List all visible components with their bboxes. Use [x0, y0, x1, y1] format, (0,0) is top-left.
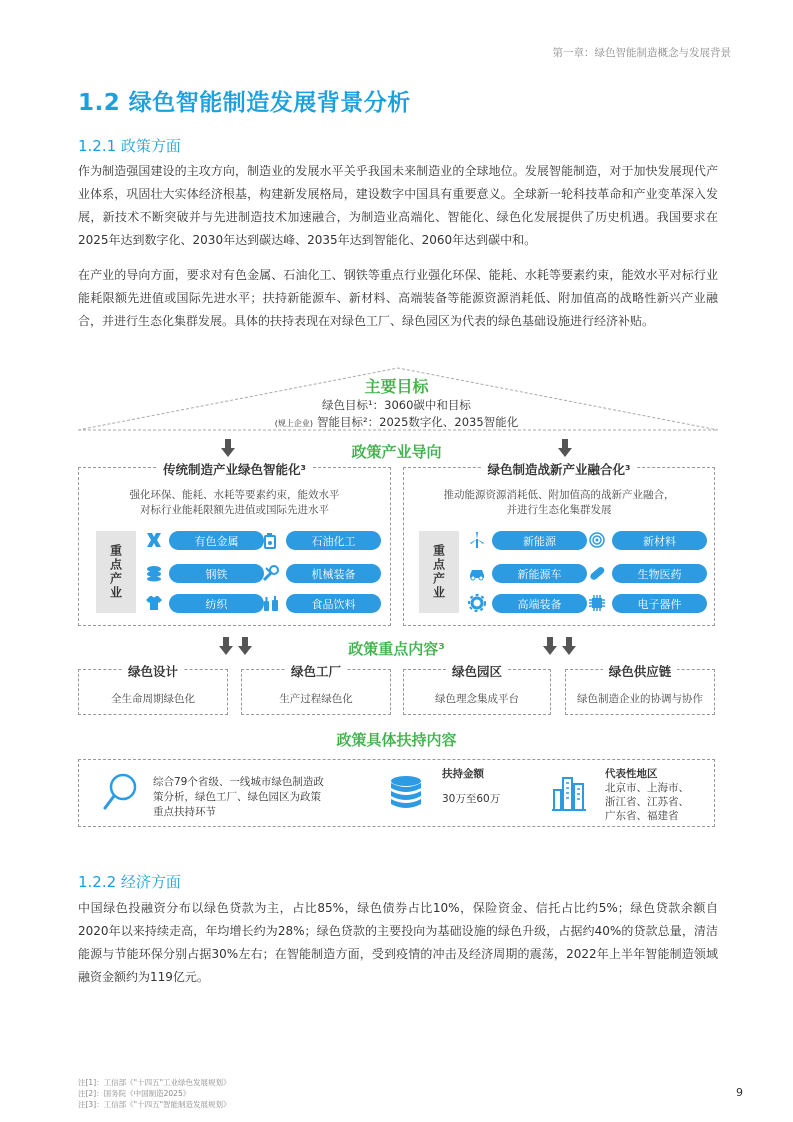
key-industry-label: 重点产业	[419, 531, 459, 613]
industry-pill: 钢铁	[169, 564, 264, 583]
page-number: 9	[736, 1086, 743, 1099]
support-box	[78, 759, 715, 827]
amount-label: 扶持金额	[442, 768, 484, 780]
material-icon	[588, 531, 606, 549]
search-icon	[103, 772, 139, 812]
key-industry-label: 重点产业	[96, 531, 136, 613]
industry-pill: 高端装备	[492, 594, 587, 613]
petrochem-icon	[262, 531, 280, 549]
emerging-industry-title: 绿色制造战新产业融合化³	[404, 460, 714, 478]
footnote: 注[1]：工信部《"十四五"工业绿色发展规划》	[78, 1078, 231, 1087]
coins-icon	[388, 774, 424, 812]
beverage-icon	[262, 594, 280, 612]
focus-card: 绿色园区 绿色理念集成平台	[403, 669, 551, 715]
textile-icon	[145, 594, 163, 612]
metal-icon	[145, 531, 163, 549]
smart-goal: 智能目标²：2025数字化、2035智能化	[317, 415, 519, 429]
industry-pill: 电子器件	[612, 594, 707, 613]
policy-paragraph-1: 作为制造强国建设的主攻方向，制造业的发展水平关乎我国未来制造业的全球地位。发展智能制造，对于加快发展现代产业体系，巩固壮大实体经济根基，构建新发展格局，建设数字中国具有重要意义。全球新一轮科技革命和产业变革深入发展，新技术不断突破并与先进制造技术加速融合，为制造业高端化、智能化、绿色化发展提供了历史机遇。我国要求在2025年达到数字化、2030年达到碳达峰、2035年达到智能化、2060年达到碳中和。	[78, 164, 718, 247]
industry-pill: 有色金属	[169, 531, 264, 550]
wind-turbine-icon	[468, 531, 486, 549]
main-goal-title: 主要目标	[364, 377, 429, 396]
city-buildings-icon	[552, 774, 586, 812]
industry-pill: 新材料	[612, 531, 707, 550]
traditional-industry-box	[78, 462, 391, 626]
footnote: 注[2]：国务院《中国制造2025》	[78, 1089, 191, 1098]
industry-pill: 新能源车	[492, 564, 587, 583]
emerging-industry-desc-1: 推动能源资源消耗低、附加值高的战新产业融合，	[443, 489, 675, 501]
focus-card: 绿色工厂 生产过程绿色化	[241, 669, 391, 715]
emerging-industry-box	[403, 462, 715, 626]
chip-icon	[588, 594, 606, 612]
focus-card: 绿色供应链 绿色制造企业的协调与协作	[565, 669, 715, 715]
industry-pill: 新能源	[492, 531, 587, 550]
car-icon	[468, 564, 486, 582]
support-desc-1: 综合79个省级、一线城市绿色制造政	[153, 776, 324, 788]
industry-pill: 生物医药	[612, 564, 707, 583]
region-line-3: 广东省、福建省	[605, 810, 679, 822]
focus-card: 绿色设计 全生命周期绿色化	[78, 669, 228, 715]
steel-icon	[145, 564, 163, 582]
guidance-title: 政策产业导向	[351, 443, 442, 461]
gear-icon	[468, 594, 486, 612]
industry-pill: 纺织	[169, 594, 264, 613]
machinery-icon	[262, 564, 280, 582]
industry-pill: 石油化工	[286, 531, 381, 550]
pill-icon	[588, 564, 606, 582]
section-heading-economy: 1.2.2 经济方面	[78, 873, 181, 891]
emerging-industry-desc-2: 并进行生态化集群发展	[506, 504, 612, 516]
focus-title: 政策重点内容³	[348, 640, 445, 658]
page-title: 1.2 绿色智能制造发展背景分析	[78, 90, 411, 116]
footnotes	[78, 1077, 231, 1110]
amount-value: 30万至60万	[442, 793, 501, 805]
region-line-2: 浙江省、江苏省、	[605, 796, 689, 808]
region-label: 代表性地区	[605, 768, 658, 780]
industry-pill: 食品饮料	[286, 594, 381, 613]
policy-paragraph-2: 在产业的导向方面，要求对有色金属、石油化工、钢铁等重点行业强化环保、能耗、水耗等要素约束，能效水平对标行业能耗限额先进值或国际先进水平；扶持新能源车、新材料、高端装备等能源资源消耗低、附加值高的战略性新兴产业融合，并进行生态化集群发展。具体的扶持表现在对绿色工厂、绿色园区为代表的绿色基础设施进行经济补贴。	[78, 268, 718, 328]
smart-goal-prefix: (规上企业)	[274, 419, 314, 428]
support-title: 政策具体扶持内容	[336, 731, 457, 749]
support-desc-3: 重点扶持环节	[153, 806, 216, 818]
industry-pill: 机械装备	[286, 564, 381, 583]
section-heading-policy: 1.2.1 政策方面	[78, 137, 181, 155]
traditional-industry-desc-1: 强化环保、能耗、水耗等要素约束，能效水平	[129, 489, 340, 501]
green-goal: 绿色目标¹：3060碳中和目标	[322, 398, 471, 412]
traditional-industry-title: 传统制造产业绿色智能化³	[79, 460, 390, 478]
traditional-industry-desc-2: 对标行业能耗限额先进值或国际先进水平	[140, 504, 329, 516]
region-line-1: 北京市、上海市、	[605, 782, 689, 794]
footnote: 注[3]：工信部《"十四五"智能制造发展规划》	[78, 1100, 231, 1109]
economy-paragraph: 中国绿色投融资分布以绿色贷款为主，占比85%，绿色债券占比10%，保险资金、信托占比约5%；绿色贷款余额自2020年以来持续走高，年均增长约为28%；绿色贷款的主要投向为基础设施的绿色升级，占据约40%的贷款总量，清洁能源与节能环保分别占据30%左右；在智能制造方面，受到疫情的冲击及经济周期的震荡，2022年上半年智能制造领域融资金额约为119亿元。	[78, 901, 718, 984]
chapter-header: 第一章：绿色智能制造概念与发展背景	[552, 47, 731, 59]
smart-goal-row	[0, 414, 793, 430]
support-desc-2: 策分析，绿色工厂、绿色园区为政策	[153, 791, 321, 803]
